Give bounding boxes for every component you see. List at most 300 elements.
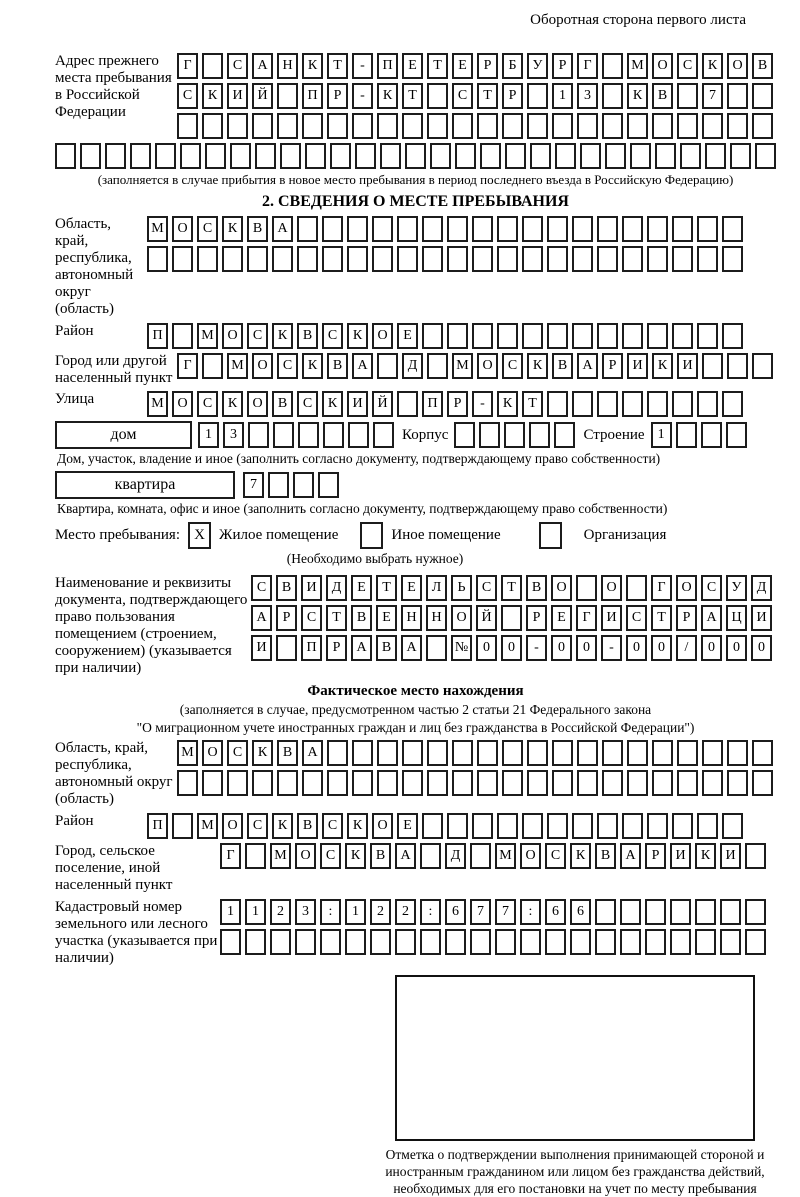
char-box[interactable]	[454, 422, 475, 448]
char-box[interactable]	[677, 740, 698, 766]
char-box[interactable]	[497, 216, 518, 242]
char-box[interactable]: Е	[351, 575, 372, 601]
char-box[interactable]	[677, 113, 698, 139]
char-box[interactable]	[645, 899, 666, 925]
char-box[interactable]	[572, 246, 593, 272]
char-box[interactable]: С	[197, 391, 218, 417]
char-box[interactable]	[727, 740, 748, 766]
char-box[interactable]: О	[222, 323, 243, 349]
char-box[interactable]	[727, 770, 748, 796]
char-box[interactable]: К	[272, 323, 293, 349]
char-box[interactable]: А	[252, 53, 273, 79]
char-box[interactable]: М	[197, 813, 218, 839]
char-box[interactable]	[177, 770, 198, 796]
char-box[interactable]	[597, 216, 618, 242]
char-box[interactable]: П	[302, 83, 323, 109]
char-box[interactable]	[477, 770, 498, 796]
char-box[interactable]	[405, 143, 426, 169]
char-box[interactable]: И	[670, 843, 691, 869]
char-box[interactable]: Е	[402, 53, 423, 79]
char-box[interactable]: О	[252, 353, 273, 379]
char-box[interactable]	[752, 740, 773, 766]
char-box[interactable]: Л	[426, 575, 447, 601]
char-box[interactable]: Ц	[726, 605, 747, 631]
char-box[interactable]	[298, 422, 319, 448]
char-box[interactable]: 2	[395, 899, 416, 925]
char-box[interactable]	[626, 575, 647, 601]
char-box[interactable]: :	[420, 899, 441, 925]
char-box[interactable]: С	[247, 813, 268, 839]
char-box[interactable]: -	[601, 635, 622, 661]
char-box[interactable]: И	[751, 605, 772, 631]
char-box[interactable]: -	[526, 635, 547, 661]
char-box[interactable]: К	[570, 843, 591, 869]
char-box[interactable]	[677, 83, 698, 109]
char-box[interactable]	[245, 843, 266, 869]
char-box[interactable]	[655, 143, 676, 169]
char-box[interactable]	[702, 770, 723, 796]
char-box[interactable]	[670, 899, 691, 925]
char-box[interactable]: Д	[445, 843, 466, 869]
char-box[interactable]: /	[676, 635, 697, 661]
char-box[interactable]: О	[451, 605, 472, 631]
char-box[interactable]: О	[520, 843, 541, 869]
char-box[interactable]: -	[472, 391, 493, 417]
char-box[interactable]	[620, 899, 641, 925]
char-box[interactable]: Г	[177, 53, 198, 79]
char-box[interactable]	[252, 770, 273, 796]
char-box[interactable]: С	[277, 353, 298, 379]
char-box[interactable]: 0	[651, 635, 672, 661]
char-box[interactable]: И	[627, 353, 648, 379]
char-box[interactable]	[297, 216, 318, 242]
char-box[interactable]	[447, 813, 468, 839]
char-box[interactable]	[447, 216, 468, 242]
char-box[interactable]	[647, 323, 668, 349]
char-box[interactable]: О	[222, 813, 243, 839]
char-box[interactable]: О	[202, 740, 223, 766]
char-box[interactable]	[702, 740, 723, 766]
char-box[interactable]: В	[370, 843, 391, 869]
char-box[interactable]	[547, 246, 568, 272]
char-box[interactable]: К	[497, 391, 518, 417]
char-box[interactable]	[504, 422, 525, 448]
char-box[interactable]	[722, 216, 743, 242]
char-box[interactable]	[377, 353, 398, 379]
char-box[interactable]: С	[626, 605, 647, 631]
char-box[interactable]: Г	[177, 353, 198, 379]
char-box[interactable]: Т	[651, 605, 672, 631]
char-box[interactable]: С	[197, 216, 218, 242]
char-box[interactable]	[547, 813, 568, 839]
char-box[interactable]	[422, 813, 443, 839]
char-box[interactable]: С	[251, 575, 272, 601]
char-box[interactable]: В	[552, 353, 573, 379]
char-box[interactable]	[597, 323, 618, 349]
char-box[interactable]	[227, 770, 248, 796]
char-box[interactable]: О	[372, 813, 393, 839]
char-box[interactable]: К	[695, 843, 716, 869]
char-box[interactable]: К	[702, 53, 723, 79]
char-box[interactable]	[277, 770, 298, 796]
char-box[interactable]: Р	[327, 83, 348, 109]
char-box[interactable]: Т	[477, 83, 498, 109]
char-box[interactable]	[327, 770, 348, 796]
char-box[interactable]	[348, 422, 369, 448]
char-box[interactable]	[720, 899, 741, 925]
char-box[interactable]	[427, 770, 448, 796]
char-box[interactable]: Р	[602, 353, 623, 379]
char-box[interactable]: В	[247, 216, 268, 242]
char-box[interactable]: 0	[751, 635, 772, 661]
char-box[interactable]: М	[270, 843, 291, 869]
char-box[interactable]	[502, 740, 523, 766]
char-box[interactable]: -	[352, 53, 373, 79]
char-box[interactable]: Е	[397, 323, 418, 349]
char-box[interactable]	[597, 246, 618, 272]
char-box[interactable]: В	[276, 575, 297, 601]
char-box[interactable]	[472, 323, 493, 349]
char-box[interactable]	[422, 216, 443, 242]
char-box[interactable]: А	[272, 216, 293, 242]
char-box[interactable]	[652, 113, 673, 139]
char-box[interactable]	[701, 422, 722, 448]
char-box[interactable]: Й	[476, 605, 497, 631]
char-box[interactable]: С	[545, 843, 566, 869]
char-box[interactable]: П	[377, 53, 398, 79]
char-box[interactable]	[722, 391, 743, 417]
char-box[interactable]	[752, 353, 773, 379]
char-box[interactable]	[330, 143, 351, 169]
char-box[interactable]	[577, 113, 598, 139]
char-box[interactable]	[705, 143, 726, 169]
char-box[interactable]	[377, 113, 398, 139]
char-box[interactable]: А	[701, 605, 722, 631]
char-box[interactable]	[55, 143, 76, 169]
char-box[interactable]: В	[376, 635, 397, 661]
char-box[interactable]	[572, 216, 593, 242]
char-box[interactable]: М	[452, 353, 473, 379]
char-box[interactable]: Г	[220, 843, 241, 869]
char-box[interactable]: С	[677, 53, 698, 79]
char-box[interactable]: Р	[552, 53, 573, 79]
char-box[interactable]	[727, 83, 748, 109]
char-box[interactable]: О	[477, 353, 498, 379]
char-box[interactable]: У	[726, 575, 747, 601]
char-box[interactable]	[352, 740, 373, 766]
char-box[interactable]	[320, 929, 341, 955]
char-box[interactable]	[427, 740, 448, 766]
char-box[interactable]: 0	[476, 635, 497, 661]
char-box[interactable]: А	[302, 740, 323, 766]
char-box[interactable]	[530, 143, 551, 169]
char-box[interactable]	[602, 770, 623, 796]
char-box[interactable]	[597, 391, 618, 417]
char-box[interactable]: О	[172, 216, 193, 242]
char-box[interactable]	[497, 323, 518, 349]
char-box[interactable]	[720, 929, 741, 955]
char-box[interactable]	[427, 353, 448, 379]
char-box[interactable]	[327, 740, 348, 766]
char-box[interactable]	[645, 929, 666, 955]
char-box[interactable]: С	[320, 843, 341, 869]
char-box[interactable]	[130, 143, 151, 169]
char-box[interactable]: 1	[651, 422, 672, 448]
char-box[interactable]: 0	[626, 635, 647, 661]
char-box[interactable]: Р	[676, 605, 697, 631]
char-box[interactable]: 7	[243, 472, 264, 498]
char-box[interactable]	[522, 216, 543, 242]
char-box[interactable]: М	[627, 53, 648, 79]
char-box[interactable]	[572, 391, 593, 417]
char-box[interactable]: В	[652, 83, 673, 109]
char-box[interactable]: М	[227, 353, 248, 379]
char-box[interactable]	[595, 899, 616, 925]
char-box[interactable]	[695, 929, 716, 955]
char-box[interactable]	[276, 635, 297, 661]
char-box[interactable]	[672, 216, 693, 242]
char-box[interactable]	[752, 770, 773, 796]
char-box[interactable]: Б	[502, 53, 523, 79]
char-box[interactable]	[697, 813, 718, 839]
char-box[interactable]	[445, 929, 466, 955]
char-box[interactable]	[252, 113, 273, 139]
char-box[interactable]: О	[172, 391, 193, 417]
char-box[interactable]	[647, 216, 668, 242]
char-box[interactable]: 1	[552, 83, 573, 109]
char-box[interactable]: И	[227, 83, 248, 109]
char-box[interactable]: А	[395, 843, 416, 869]
char-box[interactable]	[647, 391, 668, 417]
char-box[interactable]	[545, 929, 566, 955]
char-box[interactable]	[622, 246, 643, 272]
char-box[interactable]: Т	[402, 83, 423, 109]
char-box[interactable]: С	[247, 323, 268, 349]
char-box[interactable]: В	[595, 843, 616, 869]
char-box[interactable]: 0	[576, 635, 597, 661]
char-box[interactable]	[547, 323, 568, 349]
char-box[interactable]: С	[701, 575, 722, 601]
char-box[interactable]	[297, 246, 318, 272]
checkbox-zhiloe[interactable]: X	[188, 522, 211, 549]
char-box[interactable]: С	[227, 53, 248, 79]
char-box[interactable]: Н	[277, 53, 298, 79]
char-box[interactable]	[345, 929, 366, 955]
char-box[interactable]	[527, 83, 548, 109]
char-box[interactable]	[680, 143, 701, 169]
char-box[interactable]: Г	[577, 53, 598, 79]
char-box[interactable]	[695, 899, 716, 925]
char-box[interactable]: К	[627, 83, 648, 109]
char-box[interactable]	[652, 740, 673, 766]
char-box[interactable]	[672, 323, 693, 349]
char-box[interactable]	[652, 770, 673, 796]
char-box[interactable]: С	[322, 813, 343, 839]
char-box[interactable]: И	[720, 843, 741, 869]
char-box[interactable]: Р	[645, 843, 666, 869]
char-box[interactable]	[355, 143, 376, 169]
char-box[interactable]	[672, 246, 693, 272]
char-box[interactable]	[202, 770, 223, 796]
char-box[interactable]	[222, 246, 243, 272]
char-box[interactable]: И	[301, 575, 322, 601]
char-box[interactable]	[522, 813, 543, 839]
char-box[interactable]	[547, 216, 568, 242]
char-box[interactable]: №	[451, 635, 472, 661]
char-box[interactable]: Е	[452, 53, 473, 79]
char-box[interactable]: П	[422, 391, 443, 417]
char-box[interactable]	[697, 391, 718, 417]
char-box[interactable]: 3	[577, 83, 598, 109]
char-box[interactable]: Г	[576, 605, 597, 631]
char-box[interactable]	[397, 246, 418, 272]
char-box[interactable]	[322, 216, 343, 242]
char-box[interactable]: В	[327, 353, 348, 379]
char-box[interactable]: Д	[751, 575, 772, 601]
char-box[interactable]	[455, 143, 476, 169]
char-box[interactable]	[622, 216, 643, 242]
char-box[interactable]	[470, 843, 491, 869]
char-box[interactable]	[697, 246, 718, 272]
char-box[interactable]: 1	[198, 422, 219, 448]
char-box[interactable]	[220, 929, 241, 955]
char-box[interactable]: К	[527, 353, 548, 379]
char-box[interactable]	[272, 246, 293, 272]
char-box[interactable]	[322, 246, 343, 272]
char-box[interactable]: Р	[526, 605, 547, 631]
char-box[interactable]	[726, 422, 747, 448]
char-box[interactable]: 3	[223, 422, 244, 448]
char-box[interactable]: К	[377, 83, 398, 109]
char-box[interactable]: О	[295, 843, 316, 869]
char-box[interactable]: И	[601, 605, 622, 631]
char-box[interactable]	[273, 422, 294, 448]
char-box[interactable]	[495, 929, 516, 955]
char-box[interactable]	[472, 813, 493, 839]
char-box[interactable]	[472, 216, 493, 242]
char-box[interactable]	[622, 323, 643, 349]
char-box[interactable]	[447, 323, 468, 349]
char-box[interactable]: У	[527, 53, 548, 79]
char-box[interactable]	[230, 143, 251, 169]
char-box[interactable]	[420, 843, 441, 869]
char-box[interactable]	[247, 246, 268, 272]
char-box[interactable]: Д	[402, 353, 423, 379]
char-box[interactable]	[605, 143, 626, 169]
char-box[interactable]	[402, 770, 423, 796]
char-box[interactable]: К	[652, 353, 673, 379]
char-box[interactable]	[727, 353, 748, 379]
char-box[interactable]: А	[620, 843, 641, 869]
char-box[interactable]	[447, 246, 468, 272]
char-box[interactable]	[255, 143, 276, 169]
char-box[interactable]	[477, 113, 498, 139]
char-box[interactable]	[555, 143, 576, 169]
char-box[interactable]	[347, 246, 368, 272]
char-box[interactable]	[730, 143, 751, 169]
char-box[interactable]: М	[197, 323, 218, 349]
char-box[interactable]	[670, 929, 691, 955]
char-box[interactable]	[627, 770, 648, 796]
char-box[interactable]: Й	[252, 83, 273, 109]
char-box[interactable]: Е	[401, 575, 422, 601]
char-box[interactable]	[318, 472, 339, 498]
char-box[interactable]	[622, 391, 643, 417]
char-box[interactable]	[697, 323, 718, 349]
char-box[interactable]: :	[520, 899, 541, 925]
char-box[interactable]: К	[272, 813, 293, 839]
char-box[interactable]: 1	[245, 899, 266, 925]
char-box[interactable]: В	[752, 53, 773, 79]
char-box[interactable]: 6	[545, 899, 566, 925]
char-box[interactable]: 6	[570, 899, 591, 925]
char-box[interactable]	[248, 422, 269, 448]
char-box[interactable]	[397, 391, 418, 417]
char-box[interactable]: Д	[326, 575, 347, 601]
char-box[interactable]: Е	[551, 605, 572, 631]
char-box[interactable]	[527, 113, 548, 139]
char-box[interactable]	[427, 83, 448, 109]
char-box[interactable]: С	[177, 83, 198, 109]
char-box[interactable]: И	[251, 635, 272, 661]
char-box[interactable]: М	[177, 740, 198, 766]
char-box[interactable]	[752, 113, 773, 139]
char-box[interactable]: О	[551, 575, 572, 601]
char-box[interactable]	[620, 929, 641, 955]
char-box[interactable]	[293, 472, 314, 498]
char-box[interactable]: В	[297, 323, 318, 349]
char-box[interactable]	[647, 813, 668, 839]
char-box[interactable]: Т	[501, 575, 522, 601]
char-box[interactable]: Ь	[451, 575, 472, 601]
char-box[interactable]: 0	[726, 635, 747, 661]
char-box[interactable]	[422, 246, 443, 272]
char-box[interactable]	[197, 246, 218, 272]
char-box[interactable]	[377, 740, 398, 766]
char-box[interactable]	[497, 246, 518, 272]
char-box[interactable]: А	[401, 635, 422, 661]
char-box[interactable]	[522, 246, 543, 272]
char-box[interactable]	[602, 740, 623, 766]
char-box[interactable]: О	[372, 323, 393, 349]
char-box[interactable]	[627, 113, 648, 139]
char-box[interactable]	[372, 246, 393, 272]
char-box[interactable]: С	[301, 605, 322, 631]
char-box[interactable]: О	[601, 575, 622, 601]
char-box[interactable]	[426, 635, 447, 661]
char-box[interactable]	[702, 353, 723, 379]
char-box[interactable]: Й	[372, 391, 393, 417]
char-box[interactable]: А	[577, 353, 598, 379]
char-box[interactable]: В	[277, 740, 298, 766]
char-box[interactable]	[577, 740, 598, 766]
char-box[interactable]	[522, 323, 543, 349]
char-box[interactable]	[745, 929, 766, 955]
char-box[interactable]	[622, 813, 643, 839]
char-box[interactable]: Р	[447, 391, 468, 417]
char-box[interactable]	[352, 113, 373, 139]
char-box[interactable]: 6	[445, 899, 466, 925]
char-box[interactable]: Е	[397, 813, 418, 839]
char-box[interactable]: В	[272, 391, 293, 417]
char-box[interactable]	[452, 770, 473, 796]
char-box[interactable]	[370, 929, 391, 955]
char-box[interactable]: 7	[702, 83, 723, 109]
char-box[interactable]: 1	[345, 899, 366, 925]
char-box[interactable]: А	[251, 605, 272, 631]
char-box[interactable]: Р	[326, 635, 347, 661]
char-box[interactable]: К	[345, 843, 366, 869]
